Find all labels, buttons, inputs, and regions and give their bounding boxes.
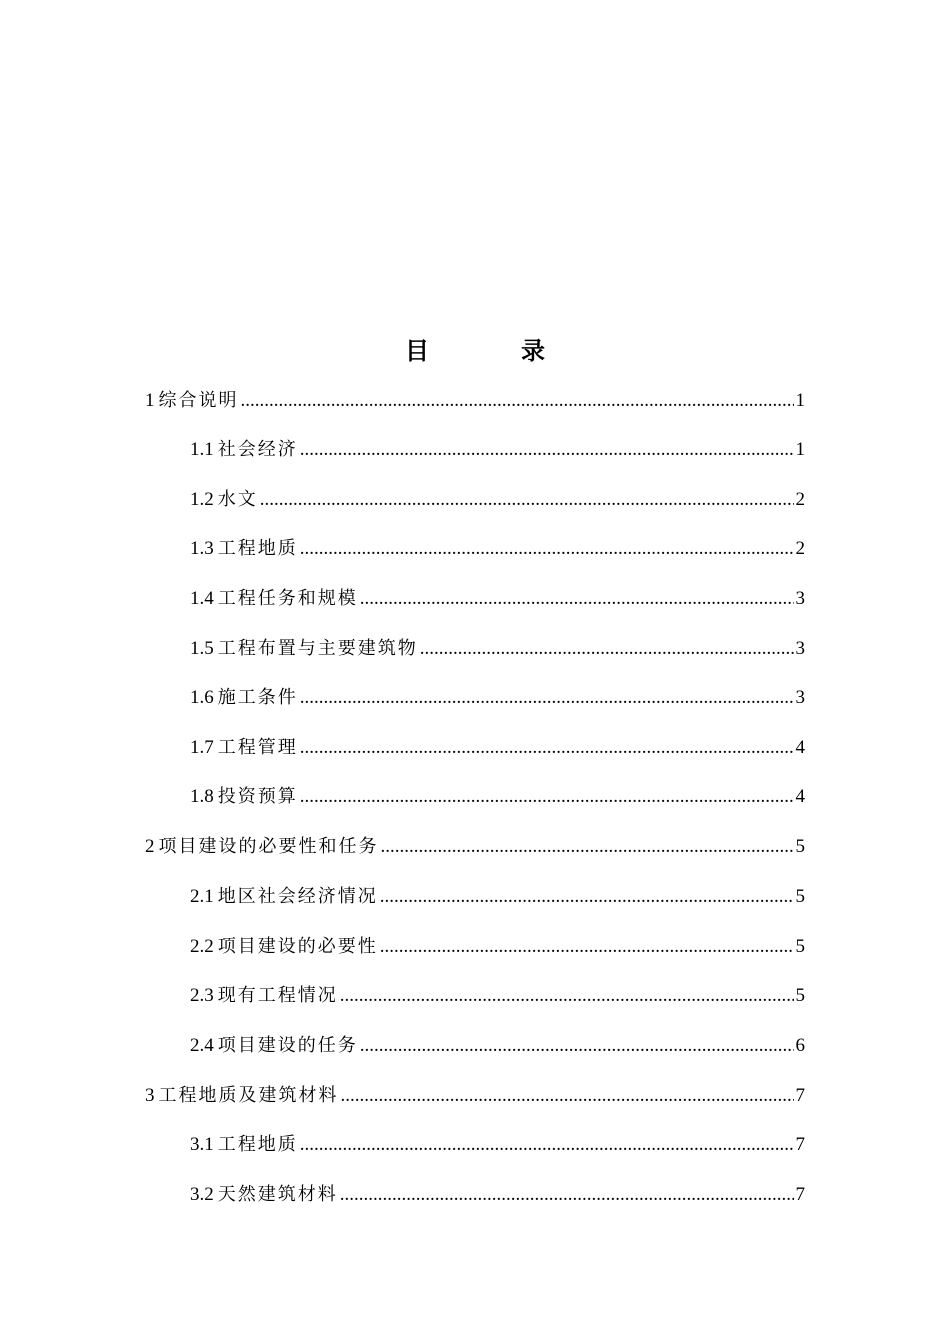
toc-entry-page: 2 bbox=[795, 538, 805, 559]
toc-entry[interactable] bbox=[190, 524, 805, 574]
toc-leader-dots bbox=[300, 673, 794, 723]
toc-entry-page: 1 bbox=[795, 439, 805, 460]
toc-leader-dots bbox=[420, 624, 794, 674]
toc-entry-page: 4 bbox=[795, 737, 805, 758]
toc-leader-dots bbox=[340, 971, 794, 1021]
toc-entry[interactable] bbox=[190, 1170, 805, 1220]
toc-leader-dots bbox=[260, 475, 794, 525]
toc-entry-number: 1.4 bbox=[190, 588, 214, 609]
toc-entry-number: 3 bbox=[145, 1085, 155, 1106]
toc-entry-page: 6 bbox=[795, 1035, 805, 1056]
toc-entry-page: 4 bbox=[795, 786, 805, 807]
toc-entry-label: 综合说明 bbox=[158, 390, 239, 411]
toc-entry-page: 3 bbox=[795, 638, 805, 659]
toc-entry-label: 施工条件 bbox=[217, 687, 298, 708]
toc-entry-label: 水文 bbox=[217, 489, 258, 510]
toc-leader-dots bbox=[300, 772, 794, 822]
toc-entry-number: 2.3 bbox=[190, 985, 214, 1006]
toc-entry-number: 1 bbox=[145, 390, 155, 411]
toc-entry-label: 地区社会经济情况 bbox=[217, 886, 378, 907]
toc-entry-page: 5 bbox=[795, 936, 805, 957]
toc-title: 目 录 bbox=[405, 337, 579, 365]
toc-leader-dots bbox=[300, 1120, 794, 1170]
toc-leader-dots bbox=[380, 872, 794, 922]
toc-entry[interactable] bbox=[190, 723, 805, 773]
toc-entry-number: 3.2 bbox=[190, 1184, 214, 1205]
toc-entry-label: 项目建设的必要性和任务 bbox=[158, 836, 379, 857]
toc-entry-number: 2.1 bbox=[190, 886, 214, 907]
toc-entry-number: 3.1 bbox=[190, 1134, 214, 1155]
toc-entry-page: 5 bbox=[795, 985, 805, 1006]
toc-entry-label: 工程地质及建筑材料 bbox=[158, 1085, 339, 1106]
toc-entry-label: 工程地质 bbox=[217, 1134, 298, 1155]
toc-entry[interactable] bbox=[190, 1120, 805, 1170]
toc-entry-label: 项目建设的任务 bbox=[217, 1035, 358, 1056]
toc-entry[interactable] bbox=[145, 822, 805, 872]
toc-entry-page: 7 bbox=[795, 1085, 805, 1106]
toc-entry[interactable] bbox=[190, 624, 805, 674]
toc-entry[interactable] bbox=[190, 1021, 805, 1071]
toc-leader-dots bbox=[241, 376, 794, 426]
toc-entry-label: 现有工程情况 bbox=[217, 985, 338, 1006]
toc-leader-dots bbox=[341, 1071, 794, 1121]
toc-entry[interactable] bbox=[190, 574, 805, 624]
toc-entry-page: 5 bbox=[795, 836, 805, 857]
toc-entry-label: 社会经济 bbox=[217, 439, 298, 460]
toc-entry-label: 工程管理 bbox=[217, 737, 298, 758]
toc-entry-page: 3 bbox=[795, 687, 805, 708]
toc-entry-number: 1.6 bbox=[190, 687, 214, 708]
toc-leader-dots bbox=[300, 723, 794, 773]
toc-entry-page: 7 bbox=[795, 1184, 805, 1205]
toc-entry[interactable] bbox=[190, 922, 805, 972]
toc-entry-label: 天然建筑材料 bbox=[217, 1184, 338, 1205]
toc-entry-label: 工程布置与主要建筑物 bbox=[217, 638, 418, 659]
toc-entry-page: 7 bbox=[795, 1134, 805, 1155]
toc-leader-dots bbox=[360, 1021, 794, 1071]
toc-entry-number: 2.2 bbox=[190, 936, 214, 957]
toc-entry[interactable] bbox=[190, 772, 805, 822]
toc-entry-number: 1.2 bbox=[190, 489, 214, 510]
toc-entry-page: 5 bbox=[795, 886, 805, 907]
toc-entry-label: 项目建设的必要性 bbox=[217, 936, 378, 957]
toc-leader-dots bbox=[300, 425, 794, 475]
toc-entry-number: 1.1 bbox=[190, 439, 214, 460]
toc-entry-page: 2 bbox=[795, 489, 805, 510]
toc-leader-dots bbox=[300, 524, 794, 574]
toc-entry[interactable] bbox=[145, 376, 805, 426]
toc-leader-dots bbox=[360, 574, 794, 624]
toc-entry[interactable] bbox=[190, 872, 805, 922]
toc-entry-page: 1 bbox=[795, 390, 805, 411]
toc-entry[interactable] bbox=[145, 1071, 805, 1121]
toc-leader-dots bbox=[380, 922, 794, 972]
toc-entry[interactable] bbox=[190, 971, 805, 1021]
toc-entry-number: 1.8 bbox=[190, 786, 214, 807]
toc-entry-number: 2 bbox=[145, 836, 155, 857]
toc-leader-dots bbox=[340, 1170, 794, 1220]
toc-entry-label: 投资预算 bbox=[217, 786, 298, 807]
toc-entry-label: 工程地质 bbox=[217, 538, 298, 559]
toc-leader-dots bbox=[381, 822, 794, 872]
toc-entry-number: 2.4 bbox=[190, 1035, 214, 1056]
toc-entry[interactable] bbox=[190, 673, 805, 723]
toc-entry-number: 1.7 bbox=[190, 737, 214, 758]
toc-entry-label: 工程任务和规模 bbox=[217, 588, 358, 609]
toc-entry-page: 3 bbox=[795, 588, 805, 609]
toc-entry[interactable] bbox=[190, 425, 805, 475]
toc-entry-number: 1.3 bbox=[190, 538, 214, 559]
toc-entry-number: 1.5 bbox=[190, 638, 214, 659]
toc-entry[interactable] bbox=[190, 475, 805, 525]
